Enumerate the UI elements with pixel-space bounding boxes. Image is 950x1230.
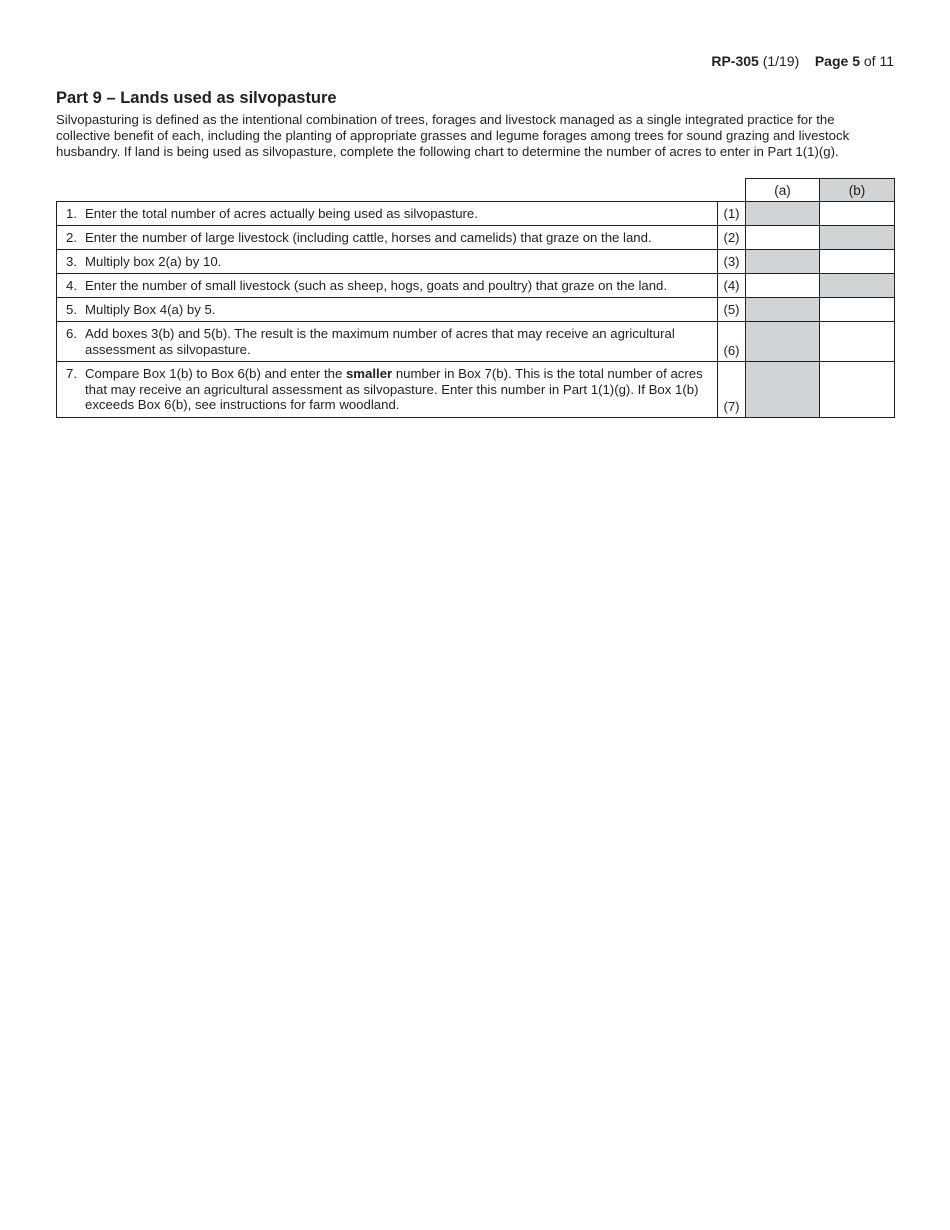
box-label-5: (5) [718,298,746,322]
silvopasture-table [56,178,895,418]
box-7b-field[interactable] [820,362,895,418]
row-number: 7. [66,366,77,382]
form-id: RP-305 [711,53,759,69]
row-number: 5. [66,301,77,317]
box-label-6: (6) [718,322,746,362]
box-3a-field [746,250,820,274]
section-title: Part 9 – Lands used as silvopasture [56,89,337,107]
box-6a-field [746,322,820,362]
box-label-4: (4) [718,274,746,298]
section-intro: Silvopasturing is defined as the intentional combination of trees, forages and livestock managed as a single integrated practice for the collective benefit of each, including the planting of appropriate grasses and legume forages among trees for sound grazing and livestock husbandry. If land is being used as silvopasture, complete the following chart to determine the number of acres to enter in Part 1(1)(g). [56,112,850,159]
row-text: Enter the number of small livestock (such as sheep, hogs, goats and poultry) that graze on the land. [85,277,668,293]
box-7a-field [746,362,820,418]
page-header [711,53,894,69]
box-4a-field[interactable] [746,274,820,298]
box-label-2: (2) [718,226,746,250]
box-4b-field [820,274,895,298]
box-3b-field[interactable] [820,250,895,274]
box-label-1: (1) [718,202,746,226]
table-row [57,362,895,418]
row-number: 6. [66,326,77,341]
table-row [57,226,895,250]
box-label-7: (7) [718,362,746,418]
row-number: 4. [66,277,77,293]
row-text: Add boxes 3(b) and 5(b). The result is the maximum number of acres that may receive an agricultural assessment as silvopasture. [85,326,675,357]
table-row [57,274,895,298]
box-1a-field [746,202,820,226]
table-row [57,298,895,322]
row-text: Enter the number of large livestock (including cattle, horses and camelids) that graze on the land. [85,229,652,245]
page-number: 5 [852,53,860,69]
page-word: Page [814,53,849,69]
row-text: Multiply Box 4(a) by 5. [85,301,216,317]
page-of: of [863,53,876,69]
table-row [57,202,895,226]
box-5b-field[interactable] [820,298,895,322]
box-1b-field[interactable] [820,202,895,226]
column-b-header: (b) [820,179,895,202]
box-2a-field[interactable] [746,226,820,250]
form-revision: (1/19) [762,53,800,69]
page-total: 11 [879,53,894,69]
row-number: 2. [66,229,77,245]
row-number: 1. [66,205,77,221]
box-6b-field[interactable] [820,322,895,362]
table-row [57,322,895,362]
row-number: 3. [66,253,77,269]
box-label-3: (3) [718,250,746,274]
table-row [57,250,895,274]
row-text: Enter the total number of acres actually being used as silvopasture. [85,205,478,221]
box-2b-field [820,226,895,250]
column-a-header: (a) [746,179,820,202]
box-5a-field [746,298,820,322]
row-text: Compare Box 1(b) to Box 6(b) and enter the smaller number in Box 7(b). This is the total number of acres that may receive an agricultural assessment as silvopasture. Enter this number in Part 1(1)(g). If Box 1(b) exceeds Box 6(b), see instructions for farm woodland. [85,366,703,413]
row-text: Multiply box 2(a) by 10. [85,253,222,269]
